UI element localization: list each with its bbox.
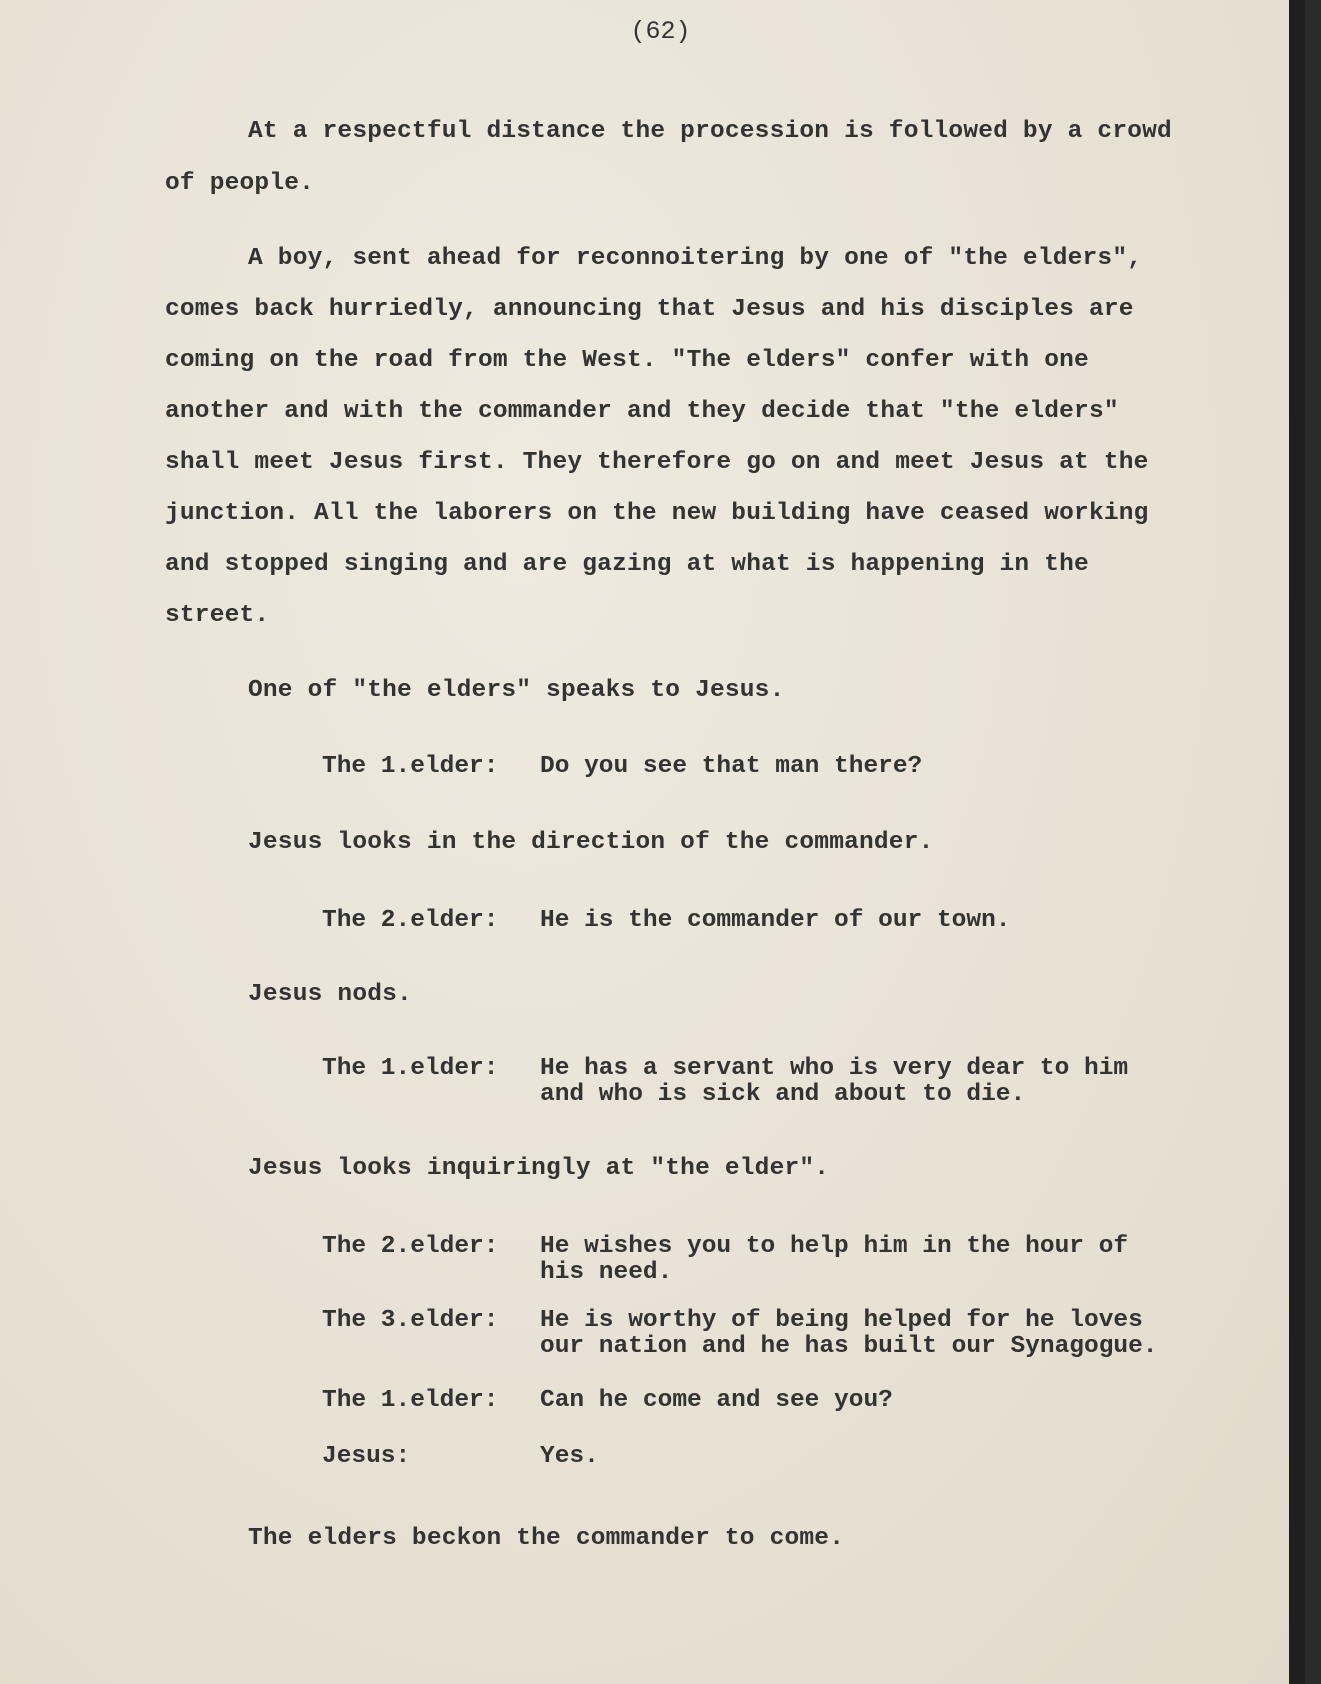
speech-3-line-2: and who is sick and about to die. bbox=[540, 1081, 1026, 1108]
speech-3-line-1: He has a servant who is very dear to him bbox=[540, 1055, 1129, 1082]
p2-line-6: junction. All the laborers on the new building have ceased working bbox=[165, 500, 1149, 527]
speaker-5: The 3.elder: bbox=[322, 1307, 499, 1334]
stage-direction-5: The elders beckon the commander to come. bbox=[248, 1525, 845, 1552]
speech-4-line-1: He wishes you to help him in the hour of bbox=[540, 1233, 1129, 1260]
speech-2-line-1: He is the commander of our town. bbox=[540, 907, 1011, 934]
speaker-7: Jesus: bbox=[322, 1443, 411, 1470]
p1-line-2: of people. bbox=[165, 170, 315, 197]
p2-line-7: and stopped singing and are gazing at what is happening in the bbox=[165, 551, 1089, 578]
speech-1-line-1: Do you see that man there? bbox=[540, 753, 923, 780]
p2-line-4: another and with the commander and they decide that "the elders" bbox=[165, 398, 1119, 425]
speaker-2: The 2.elder: bbox=[322, 907, 499, 934]
p2-line-2: comes back hurriedly, announcing that Jesus and his disciples are bbox=[165, 296, 1134, 323]
p1-line-1: At a respectful distance the procession is followed by a crowd bbox=[248, 118, 1172, 145]
speaker-4: The 2.elder: bbox=[322, 1233, 499, 1260]
stage-direction-2: Jesus looks in the direction of the commander. bbox=[248, 829, 934, 856]
speech-7-line-1: Yes. bbox=[540, 1443, 599, 1470]
speaker-1: The 1.elder: bbox=[322, 753, 499, 780]
p2-line-5: shall meet Jesus first. They therefore go on and meet Jesus at the bbox=[165, 449, 1149, 476]
stage-direction-1: One of "the elders" speaks to Jesus. bbox=[248, 677, 785, 704]
speaker-6: The 1.elder: bbox=[322, 1387, 499, 1414]
stage-direction-3: Jesus nods. bbox=[248, 981, 412, 1008]
scan-edge bbox=[1289, 0, 1305, 1684]
speaker-3: The 1.elder: bbox=[322, 1055, 499, 1082]
p2-line-8: street. bbox=[165, 602, 270, 629]
speech-6-line-1: Can he come and see you? bbox=[540, 1387, 893, 1414]
p2-line-1: A boy, sent ahead for reconnoitering by one of "the elders", bbox=[248, 245, 1143, 272]
speech-5-line-2: our nation and he has built our Synagogue. bbox=[540, 1333, 1158, 1360]
speech-4-line-2: his need. bbox=[540, 1259, 673, 1286]
speech-5-line-1: He is worthy of being helped for he loves bbox=[540, 1307, 1143, 1334]
p2-line-3: coming on the road from the West. "The elders" confer with one bbox=[165, 347, 1089, 374]
page-number: (62) bbox=[630, 17, 691, 46]
stage-direction-4: Jesus looks inquiringly at "the elder". bbox=[248, 1155, 830, 1182]
